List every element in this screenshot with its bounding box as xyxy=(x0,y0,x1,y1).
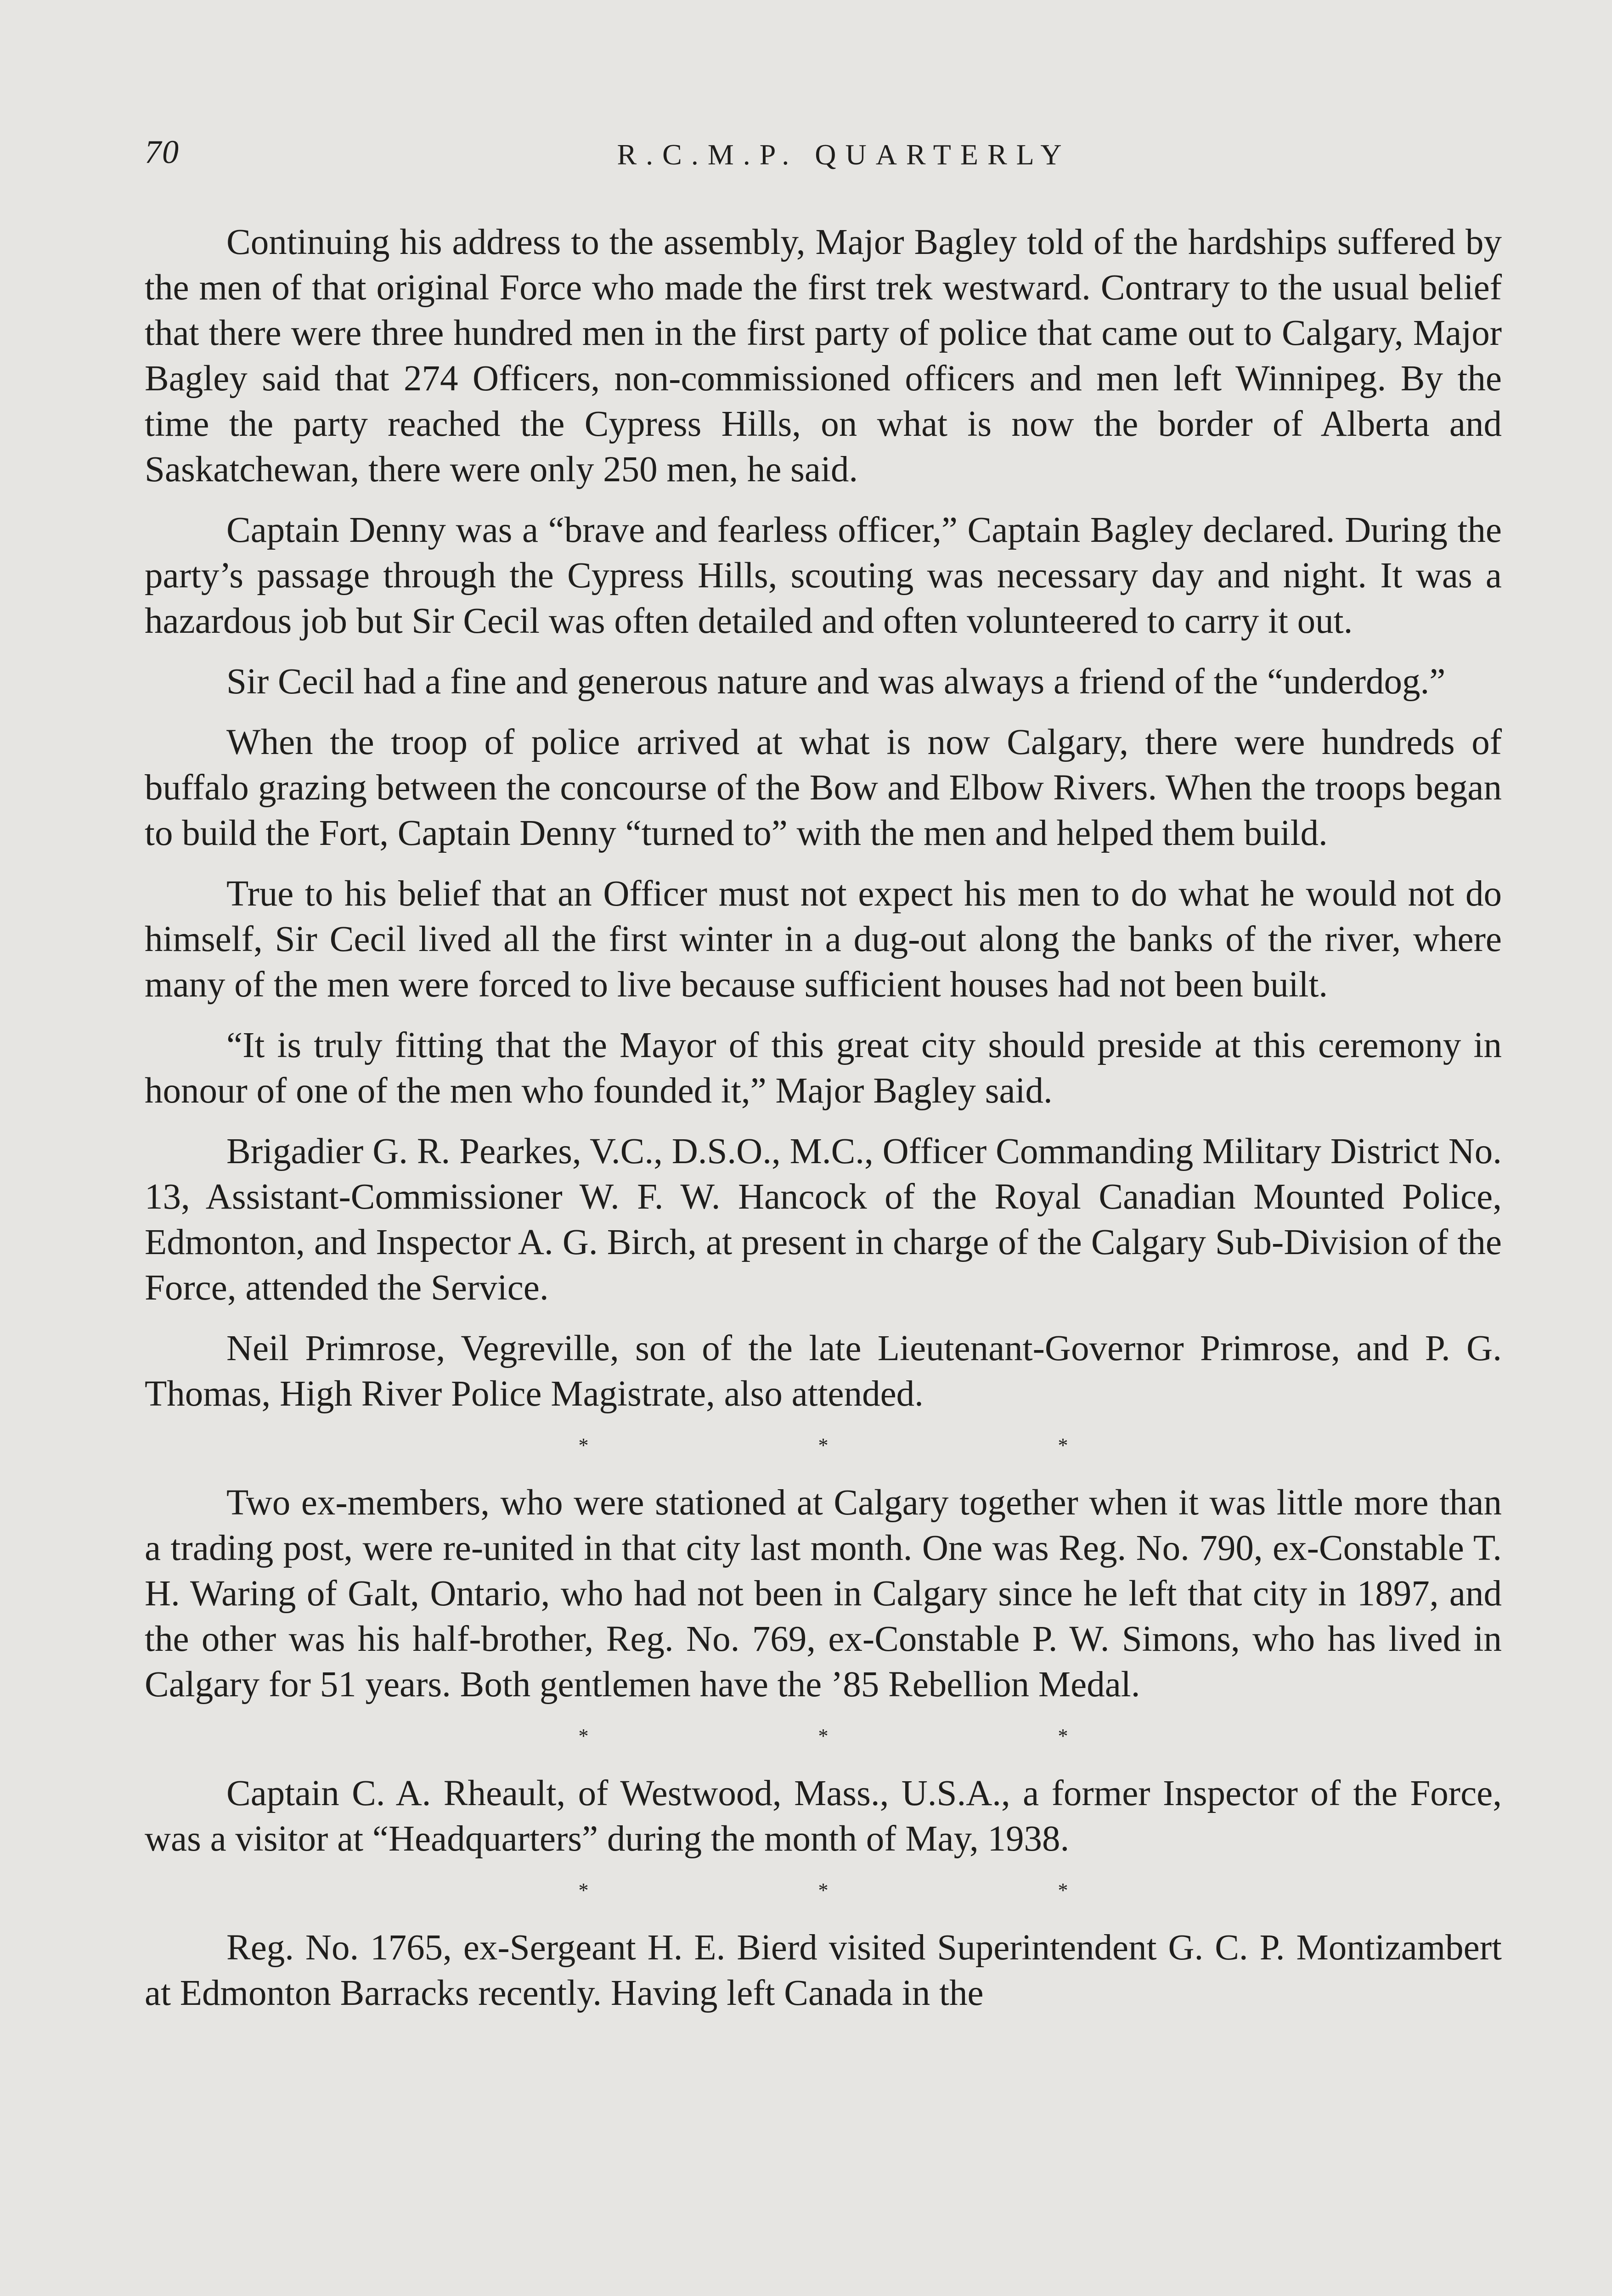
paragraph: Continuing his address to the assembly, Major Bagley told of the hardships suffered by the men of that original Force who made the first trek westward. Contrary to the usual belief that there were three hundred men in the first party of police that came out to Calgary, Major Bagley said that 274 Officers, non-commissioned officers and men left Winnipeg. By the time the party reached the Cypress Hills, on what is now the border of Alberta and Saskatchewan, there were only 250 men, he said. xyxy=(145,222,1502,490)
asterisk-ornament: * xyxy=(818,1725,829,1747)
paragraph: Reg. No. 1765, ex-Sergeant H. E. Bierd visited Superintendent G. C. P. Montizambert at Edmonton Barracks recently. Having left Canada in the xyxy=(145,1928,1502,2013)
paragraph: Two ex-members, who were stationed at Calgary together when it was little more than a trading post, were re-united in that city last month. One was Reg. No. 790, ex-Constable T. H. Waring of Galt, Ontario, who had not been in Calgary since he left that city in 1897, and the other was his half-brother, Reg. No. 769, ex-Constable P. W. Simons, who has lived in Calgary for 51 years. Both gentlemen have the ’85 Rebellion Medal. xyxy=(145,1483,1502,1705)
asterisk-ornament: * xyxy=(1058,1879,1068,1902)
paragraph: True to his belief that an Officer must not expect his men to do what he would not do himself, Sir Cecil lived all the first winter in a dug-out along the banks of the river, where many of the men were forced to live because sufficient houses had not been built. xyxy=(145,874,1502,1005)
paragraph: Brigadier G. R. Pearkes, V.C., D.S.O., M.C., Officer Commanding Military District No. 13, Assistant-Commissioner W. F. W. Hancock of the Royal Canadian Mounted Police, Edmonton, and Inspector A. G. Birch, at present in charge of the Calgary Sub-Division of the Force, attended the Service. xyxy=(145,1131,1502,1308)
paragraph: “It is truly fitting that the Mayor of this great city should preside at this ceremony in honour of one of the men who founded it,” Major Bagley said. xyxy=(145,1025,1502,1111)
section-separator xyxy=(145,1432,1502,1459)
asterisk-ornament: * xyxy=(578,1725,589,1747)
section-separator xyxy=(145,1722,1502,1750)
section-separator xyxy=(145,1877,1502,1904)
paragraph: Sir Cecil had a fine and generous nature and was always a friend of the “underdog.” xyxy=(226,662,1446,702)
asterisk-ornament: * xyxy=(1058,1725,1068,1747)
paragraph: Captain Denny was a “brave and fearless officer,” Captain Bagley declared. During the party’s passage through the Cypress Hills, scouting was necessary day and night. It was a hazardous job but Sir Cecil was often detailed and often volunteered to carry it out. xyxy=(145,510,1502,641)
paragraph: Neil Primrose, Vegreville, son of the late Lieutenant-Governor Primrose, and P. G. Thomas, High River Police Magistrate, also attended. xyxy=(145,1328,1502,1414)
asterisk-ornament: * xyxy=(1058,1434,1068,1457)
page-header xyxy=(145,133,1502,188)
page-number: 70 xyxy=(145,134,180,170)
asterisk-ornament: * xyxy=(578,1434,589,1457)
paragraph: When the troop of police arrived at what is now Calgary, there were hundreds of buffalo grazing between the concourse of the Bow and Elbow Rivers. When the troops began to build the Fort, Captain Denny “turned to” with the men and helped them build. xyxy=(145,722,1502,853)
asterisk-ornament: * xyxy=(578,1879,589,1902)
article-body xyxy=(145,219,1502,2031)
asterisk-ornament: * xyxy=(818,1434,829,1457)
asterisk-ornament: * xyxy=(818,1879,829,1902)
paragraph: Captain C. A. Rheault, of Westwood, Mass., U.S.A., a former Inspector of the Force, was a visitor at “Headquarters” during the month of May, 1938. xyxy=(145,1773,1502,1859)
running-title: R.C.M.P. QUARTERLY xyxy=(617,138,1071,171)
